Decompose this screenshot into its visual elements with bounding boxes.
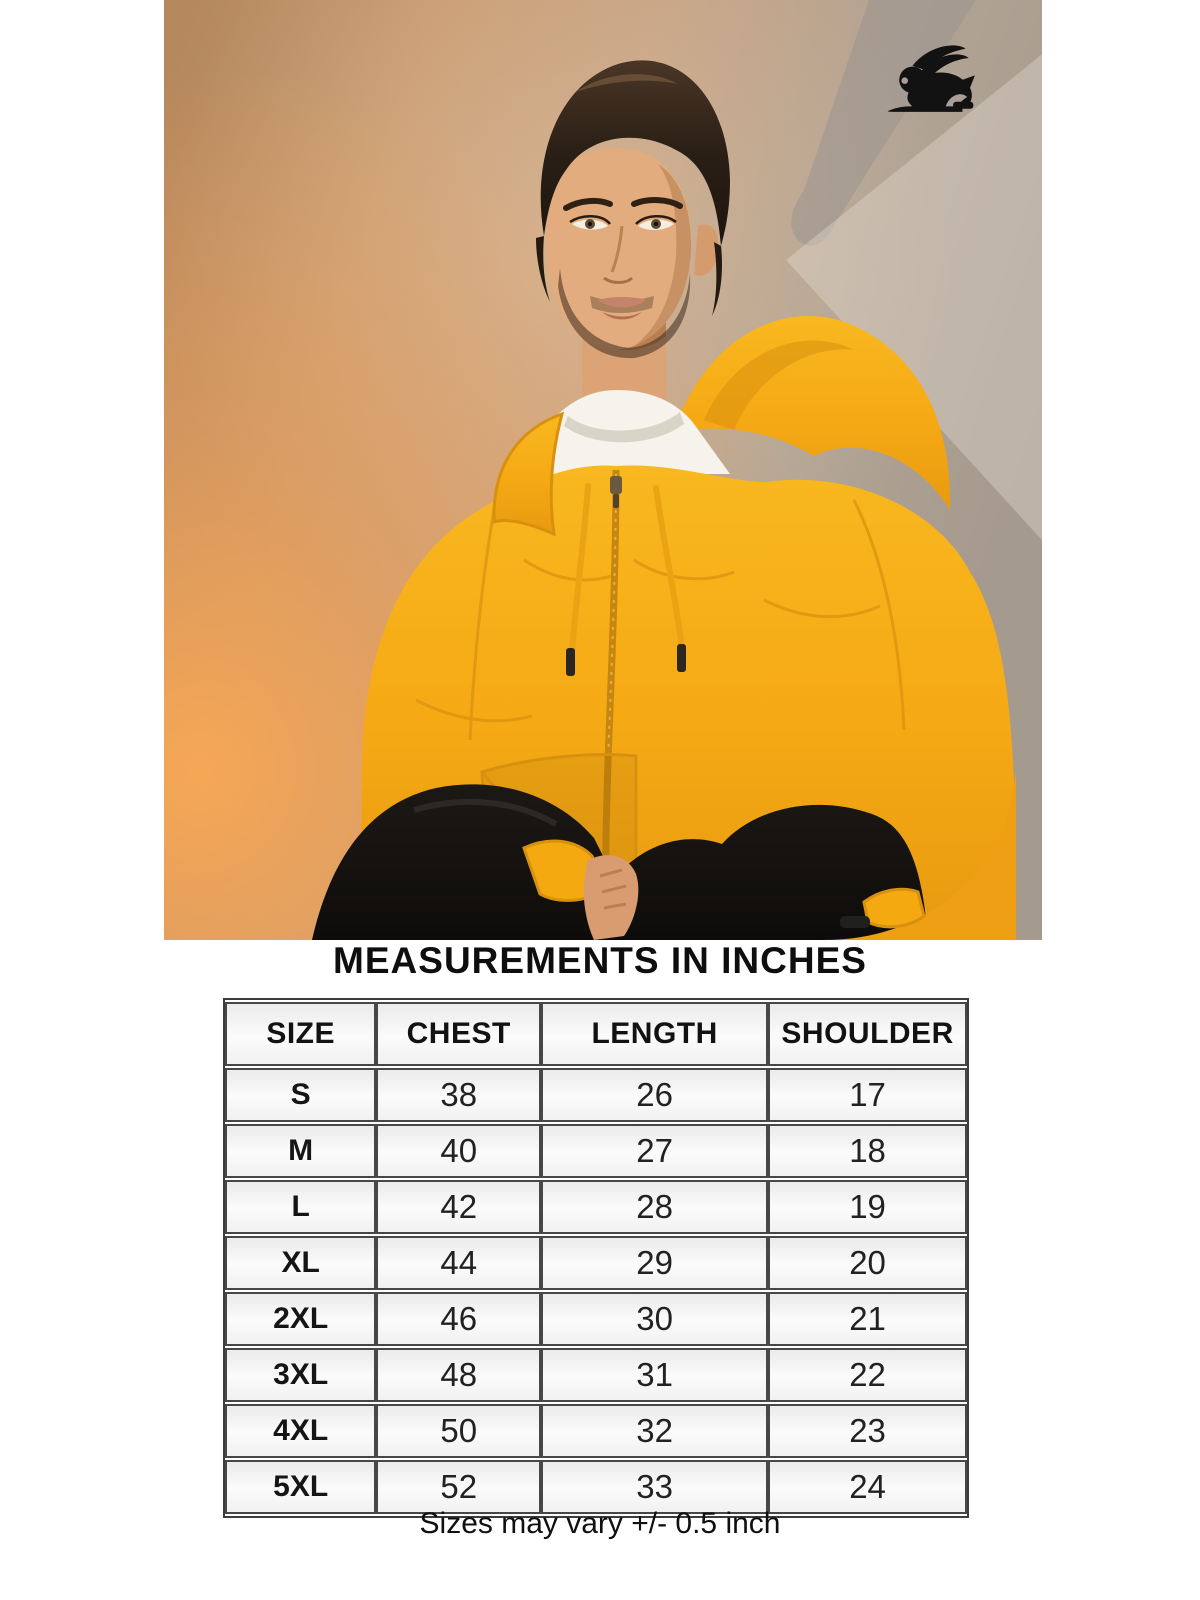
- size-cell: 5XL: [225, 1460, 376, 1514]
- wrist-watch: [840, 916, 870, 928]
- size-cell: 2XL: [225, 1292, 376, 1346]
- table-row-xl: [225, 1236, 967, 1290]
- size-cell: L: [225, 1180, 376, 1234]
- chest-cell: 40: [376, 1124, 541, 1178]
- zipper-pull: [610, 476, 622, 494]
- shoulder-cell: 18: [768, 1124, 967, 1178]
- column-header-length: LENGTH: [541, 1002, 768, 1066]
- length-cell: 30: [541, 1292, 768, 1346]
- size-cell: 4XL: [225, 1404, 376, 1458]
- table-row-m: [225, 1124, 967, 1178]
- shoulder-cell: 20: [768, 1236, 967, 1290]
- chest-cell: 42: [376, 1180, 541, 1234]
- chest-cell: 44: [376, 1236, 541, 1290]
- size-variation-note: Sizes may vary +/- 0.5 inch: [419, 1507, 781, 1540]
- length-cell: 33: [541, 1460, 768, 1514]
- chest-cell: 48: [376, 1348, 541, 1402]
- length-cell: 27: [541, 1124, 768, 1178]
- size-cell: XL: [225, 1236, 376, 1290]
- table-row-s: [225, 1068, 967, 1122]
- column-header-shoulder: SHOULDER: [768, 1002, 967, 1066]
- chest-cell: 38: [376, 1068, 541, 1122]
- length-cell: 26: [541, 1068, 768, 1122]
- hero-photo: [164, 0, 1042, 940]
- shoulder-cell: 17: [768, 1068, 967, 1122]
- shoulder-cell: 24: [768, 1460, 967, 1514]
- column-header-size: SIZE: [225, 1002, 376, 1066]
- size-chart-table: [223, 998, 969, 1518]
- table-row-4xl: [225, 1404, 967, 1458]
- chest-cell: 46: [376, 1292, 541, 1346]
- size-cell: M: [225, 1124, 376, 1178]
- size-cell: S: [225, 1068, 376, 1122]
- column-header-chest: CHEST: [376, 1002, 541, 1066]
- shoulder-cell: 21: [768, 1292, 967, 1346]
- shoulder-cell: 22: [768, 1348, 967, 1402]
- shoulder-cell: 19: [768, 1180, 967, 1234]
- table-row-2xl: [225, 1292, 967, 1346]
- size-table-header-row: [225, 1002, 967, 1066]
- length-cell: 32: [541, 1404, 768, 1458]
- drawstring-aglet: [566, 648, 575, 676]
- size-chart-title: MEASUREMENTS IN INCHES: [333, 940, 867, 981]
- chest-cell: 50: [376, 1404, 541, 1458]
- length-cell: 28: [541, 1180, 768, 1234]
- table-row-3xl: [225, 1348, 967, 1402]
- length-cell: 31: [541, 1348, 768, 1402]
- shoulder-cell: 23: [768, 1404, 967, 1458]
- chest-cell: 52: [376, 1460, 541, 1514]
- size-table-body: [225, 1068, 967, 1514]
- size-cell: 3XL: [225, 1348, 376, 1402]
- table-row-l: [225, 1180, 967, 1234]
- length-cell: 29: [541, 1236, 768, 1290]
- drawstring-aglet: [677, 644, 686, 672]
- hero-photo-illustration: [164, 0, 1042, 940]
